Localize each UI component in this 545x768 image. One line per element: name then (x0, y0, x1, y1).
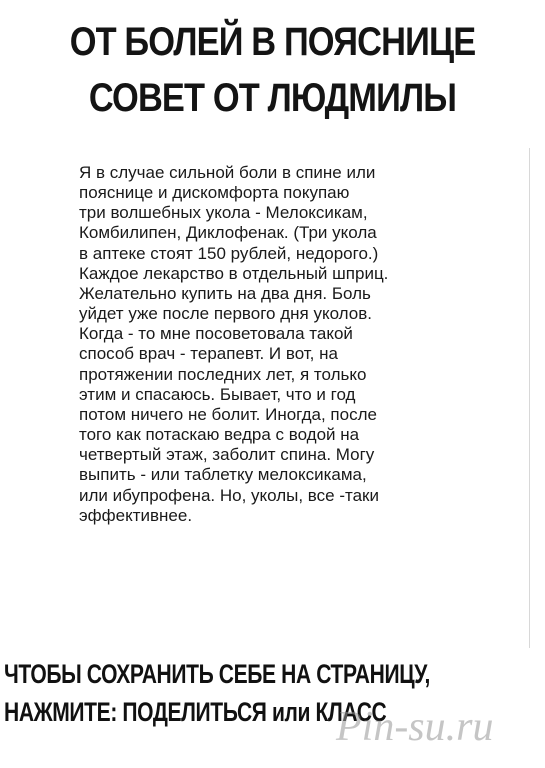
article-line: способ врач - терапевт. И вот, на (79, 344, 338, 364)
article-body (79, 163, 519, 526)
article-line: уйдет уже после первого дня уколов. (79, 304, 372, 324)
article-line: Когда - то мне посоветовала такой (79, 324, 353, 344)
article-line: Желательно купить на два дня. Боль (79, 283, 371, 303)
article-line: в аптеке стоят 150 рублей, недорого.) (79, 243, 379, 263)
article-line: или ибупрофена. Но, уколы, все -таки (79, 485, 379, 505)
page-title (38, 14, 507, 126)
article-line: потом ничего не болит. Иногда, после (79, 404, 377, 424)
article-line: Каждое лекарство в отдельный шприц. (79, 263, 389, 283)
article-line: выпить - или таблетку мелоксикама, (79, 465, 367, 485)
cta-line-2: НАЖМИТЕ: ПОДЕЛИТЬСЯ или КЛАСС (4, 697, 387, 727)
article-line: Комбилипен, Диклофенак. (Три укола (79, 223, 377, 243)
article-line: эффективнее. (79, 505, 193, 525)
title-line-2: СОВЕТ ОТ ЛЮДМИЛЫ (88, 76, 457, 120)
divider (529, 148, 530, 648)
article-line: пояснице и дискомфорта покупаю (79, 183, 350, 203)
article-line: протяжении последних лет, я только (79, 364, 367, 384)
cta-line-1: ЧТОБЫ СОХРАНИТЬ СЕБЕ НА СТРАНИЦУ, (4, 659, 430, 689)
article-line: три волшебных укола - Мелоксикам, (79, 203, 368, 223)
title-line-1: ОТ БОЛЕЙ В ПОЯСНИЦЕ (69, 20, 476, 64)
watermark: Pin-su.ru (336, 704, 494, 750)
article-line: того как потаскаю ведра с водой на (79, 425, 360, 445)
article-line: Я в случае сильной боли в спине или (79, 163, 376, 182)
article-line: четвертый этаж, заболит спина. Могу (79, 445, 375, 465)
article-line: этим и спасаюсь. Бывает, что и год (79, 384, 356, 404)
